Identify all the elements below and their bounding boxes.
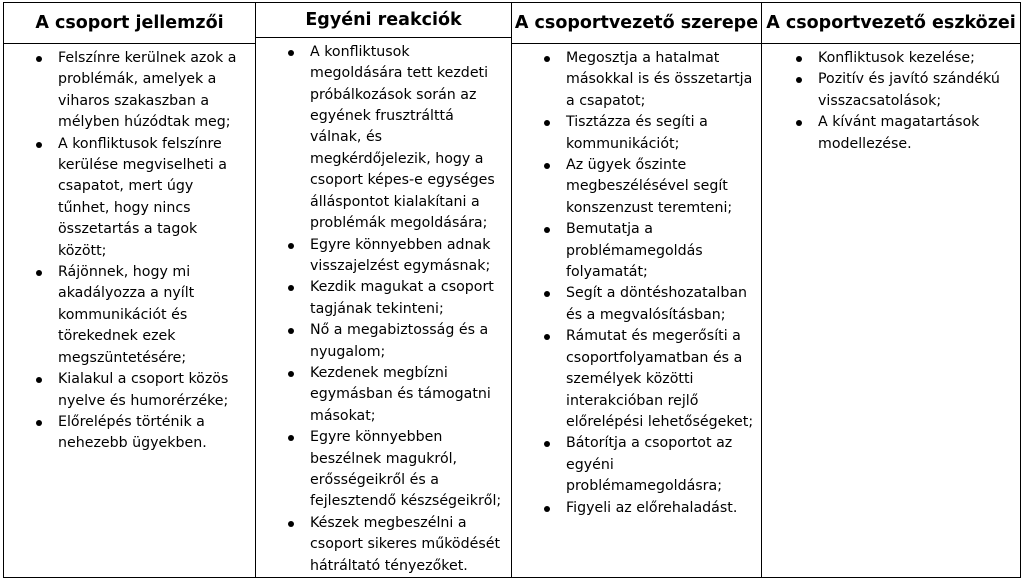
column-header: A csoport jellemzői xyxy=(4,3,255,44)
column-leader-tools xyxy=(762,3,1020,577)
list-item: A kívánt magatartások modellezése. xyxy=(762,112,1014,155)
column-body xyxy=(762,44,1020,577)
list-item: Kezdenek megbízni egymásban és támogatni másokat; xyxy=(256,363,505,427)
list-item: Előrelépés történik a nehezebb ügyekben. xyxy=(4,412,249,455)
list-item: A konfliktusok megoldására tett kezdeti próbálkozások során az egyének frusztrálttá válnak, és megkérdőjelezik, hogy a csoport képes-e egységes álláspontot kialakítani a problémák megoldására; xyxy=(256,42,505,235)
list-item: Rájönnek, hogy mi akadályozza a nyílt kommunikációt és törekednek ezek megszüntetésére; xyxy=(4,262,249,369)
column-body xyxy=(4,44,255,577)
list-item: Felszínre kerülnek azok a problémák, amelyek a viharos szakaszban a mélyben húzódtak meg; xyxy=(4,48,249,134)
list-item: Megosztja a hatalmat másokkal is és összetartja a csapatot; xyxy=(512,48,755,112)
bullet-list xyxy=(762,48,1014,155)
column-header: Egyéni reakciók xyxy=(256,3,511,38)
column-group-characteristics xyxy=(4,3,256,577)
list-item: Kezdik magukat a csoport tagjának tekinteni; xyxy=(256,277,505,320)
list-item: Rámutat és megerősíti a csoportfolyamatban és a személyek közötti interakcióban rejlő előrelépési lehetőségeket; xyxy=(512,326,755,433)
list-item: Készek megbeszélni a csoport sikeres működését hátráltató tényezőket. xyxy=(256,513,505,577)
bullet-list xyxy=(256,42,505,577)
list-item: Bátorítja a csoportot az egyéni problémamegoldásra; xyxy=(512,433,755,497)
column-leader-role xyxy=(512,3,762,577)
bullet-list xyxy=(4,48,249,455)
list-item: Figyeli az előrehaladást. xyxy=(512,498,755,519)
list-item: Nő a megabiztosság és a nyugalom; xyxy=(256,320,505,363)
list-item: Segít a döntéshozatalban és a megvalósításban; xyxy=(512,283,755,326)
list-item: Tisztázza és segíti a kommunikációt; xyxy=(512,112,755,155)
column-body xyxy=(512,44,761,577)
column-header: A csoportvezető eszközei xyxy=(762,3,1020,44)
list-item: Kialakul a csoport közös nyelve és humorérzéke; xyxy=(4,369,249,412)
column-header: A csoportvezető szerepe xyxy=(512,3,761,44)
list-item: Az ügyek őszinte megbeszélésével segít konszenzust teremteni; xyxy=(512,155,755,219)
list-item: Pozitív és javító szándékú visszacsatolások; xyxy=(762,69,1014,112)
column-individual-reactions xyxy=(256,3,512,577)
column-body xyxy=(256,38,511,577)
list-item: A konfliktusok felszínre kerülése megviselheti a csapatot, mert úgy tűnhet, hogy nincs összetartás a tagok között; xyxy=(4,134,249,262)
list-item: Konfliktusok kezelése; xyxy=(762,48,1014,69)
list-item: Bemutatja a problémamegoldás folyamatát; xyxy=(512,219,755,283)
bullet-list xyxy=(512,48,755,519)
stage-table xyxy=(3,2,1021,578)
list-item: Egyre könnyebben beszélnek magukról, erősségeikről és a fejlesztendő készségeikről; xyxy=(256,427,505,513)
list-item: Egyre könnyebben adnak visszajelzést egymásnak; xyxy=(256,235,505,278)
